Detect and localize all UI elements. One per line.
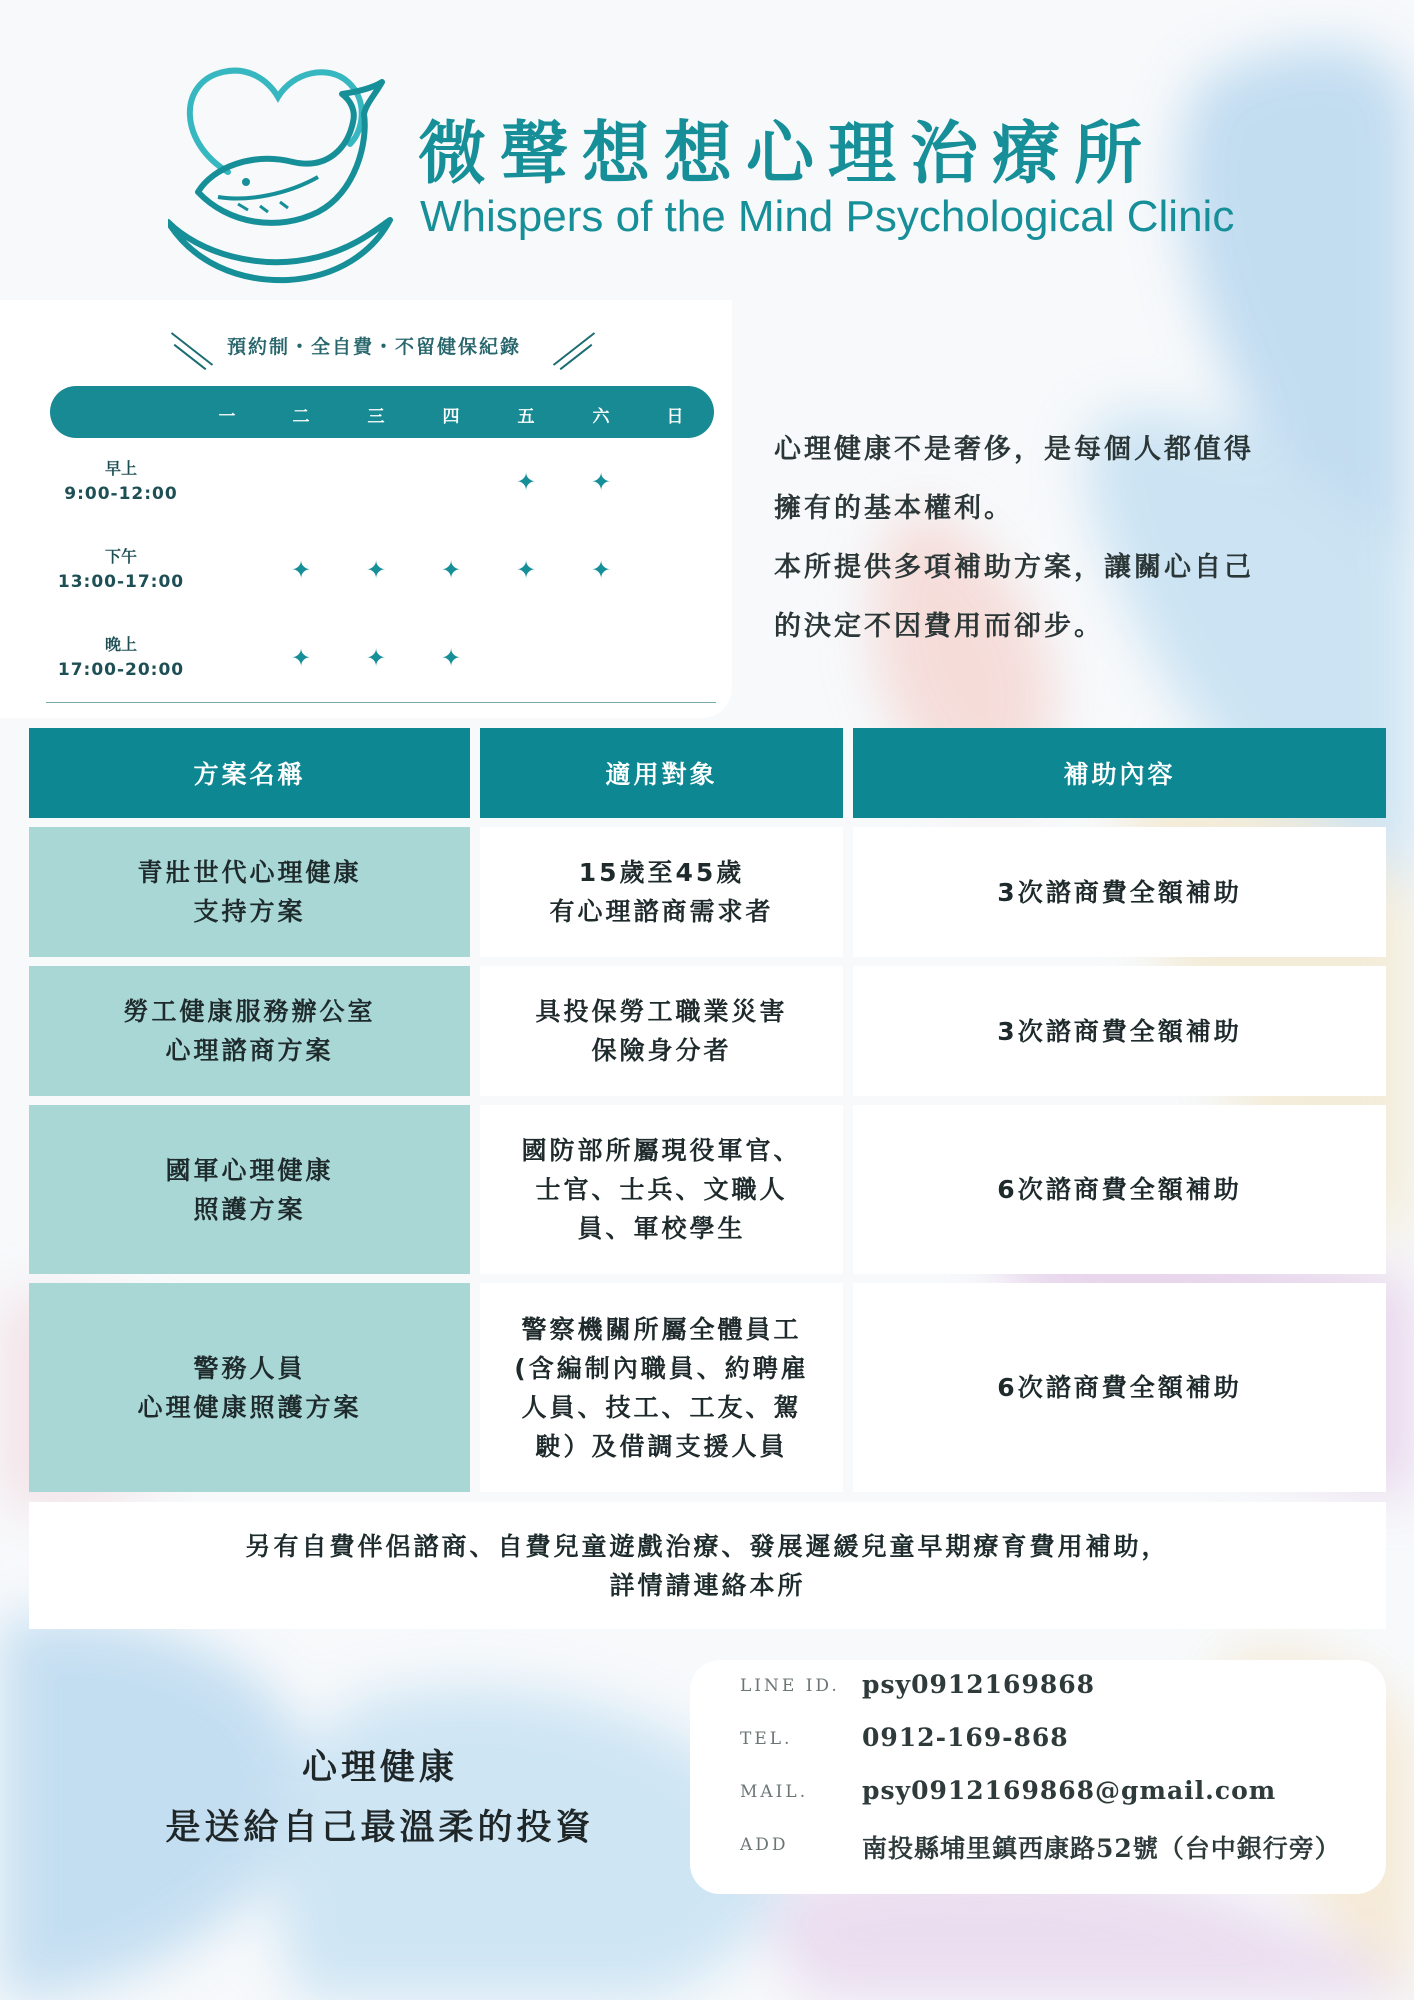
row1-target: 15歲至45歲 有心理諮商需求者 <box>480 827 843 957</box>
weekday-mon: 一 <box>218 407 236 427</box>
row4-target: 警察機關所屬全體員工 (含編制內職員、約聘雇 人員、技工、工友、駕 駛）及借調支援人員 <box>480 1283 843 1492</box>
slot-morning-name: 早上 <box>104 459 137 478</box>
intro-text <box>774 420 1334 656</box>
weekday-fri: 五 <box>517 407 535 427</box>
weekday-tue: 二 <box>292 407 310 427</box>
row4-plan: 警務人員 心理健康照護方案 <box>29 1283 470 1492</box>
row2-subsidy: 3次諮商費全額補助 <box>853 966 1386 1096</box>
intro-line: 的決定不因費用而卻步。 <box>774 611 1104 642</box>
weekday-thu: 四 <box>442 407 460 427</box>
weekday-sun: 日 <box>666 407 684 427</box>
open-slot-star-icon: ✦ <box>366 556 387 584</box>
schedule-divider <box>46 702 716 703</box>
slot-evening-name: 晚上 <box>104 635 137 654</box>
row3-target: 國防部所屬現役軍官、 士官、士兵、文職人 員、軍校學生 <box>480 1105 843 1274</box>
schedule-tagline: 預約制・全自費・不留健保紀錄 <box>226 336 521 358</box>
open-slot-star-icon: ✦ <box>441 556 462 584</box>
open-slot-star-icon: ✦ <box>366 644 387 672</box>
slot-afternoon-name: 下午 <box>104 547 137 566</box>
open-slot-star-icon: ✦ <box>591 556 612 584</box>
clinic-name-zh: 微聲想想心理治療所 <box>418 114 1157 194</box>
slot-morning-time: 9:00-12:00 <box>64 484 178 504</box>
header-target: 適用對象 <box>480 728 843 818</box>
open-slot-star-icon: ✦ <box>516 468 537 496</box>
contact-phone[interactable]: 0912-169-868 <box>862 1723 1069 1752</box>
weekday-sat: 六 <box>592 407 610 427</box>
intro-line: 本所提供多項補助方案，讓關心自己 <box>774 552 1254 583</box>
clinic-name-en: Whispers of the Mind Psychological Clinic <box>420 192 1235 241</box>
open-slot-star-icon: ✦ <box>591 468 612 496</box>
row2-plan: 勞工健康服務辦公室 心理諮商方案 <box>29 966 470 1096</box>
contact-tel-label: TEL. <box>740 1729 793 1749</box>
contact-line-label: LINE ID. <box>740 1676 840 1696</box>
open-slot-star-icon: ✦ <box>441 644 462 672</box>
contact-line-id[interactable]: psy0912169868 <box>862 1670 1096 1699</box>
open-slot-star-icon: ✦ <box>291 644 312 672</box>
open-slot-star-icon: ✦ <box>516 556 537 584</box>
extra-services-note: 另有自費伴侶諮商、自費兒童遊戲治療、發展遲緩兒童早期療育費用補助， 詳情請連絡本所 <box>29 1502 1386 1629</box>
row3-plan: 國軍心理健康 照護方案 <box>29 1105 470 1274</box>
weekday-wed: 三 <box>367 407 385 427</box>
row2-target: 具投保勞工職業災害 保險身分者 <box>480 966 843 1096</box>
header-subsidy: 補助內容 <box>853 728 1386 818</box>
slogan: 心理健康 是送給自己最溫柔的投資 <box>165 1748 595 1848</box>
whale-heart-logo-icon <box>168 52 398 288</box>
contact-email[interactable]: psy0912169868@gmail.com <box>862 1776 1277 1805</box>
contact-address: 南投縣埔里鎮西康路52號（台中銀行旁） <box>862 1834 1341 1863</box>
open-slot-star-icon: ✦ <box>291 556 312 584</box>
slot-evening-time: 17:00-20:00 <box>57 660 185 680</box>
intro-line: 擁有的基本權利。 <box>774 493 1014 524</box>
slot-afternoon-time: 13:00-17:00 <box>57 572 185 592</box>
row1-plan: 青壯世代心理健康 支持方案 <box>29 827 470 957</box>
header-plan-name: 方案名稱 <box>29 728 470 818</box>
intro-line: 心理健康不是奢侈，是每個人都值得 <box>774 434 1254 465</box>
contact-address-label: ADD <box>740 1835 789 1855</box>
row4-subsidy: 6次諮商費全額補助 <box>853 1283 1386 1492</box>
row3-subsidy: 6次諮商費全額補助 <box>853 1105 1386 1274</box>
row1-subsidy: 3次諮商費全額補助 <box>853 827 1386 957</box>
contact-mail-label: MAIL. <box>740 1782 809 1802</box>
